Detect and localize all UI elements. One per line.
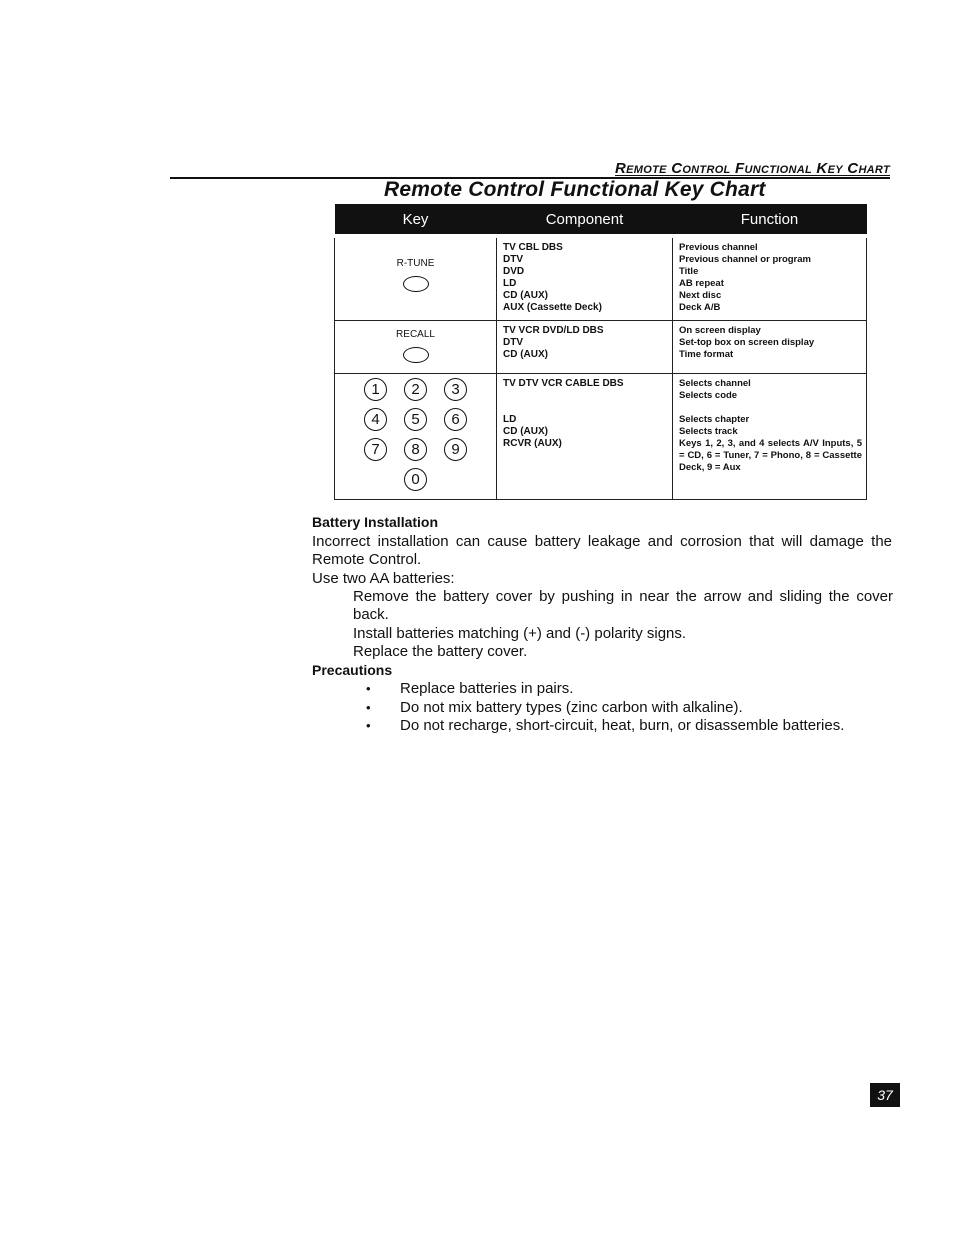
number-button-0: 0 bbox=[404, 468, 427, 491]
number-button-8: 8 bbox=[404, 438, 427, 461]
function-line: Previous channel or program bbox=[679, 254, 811, 265]
key-cell-rtune bbox=[335, 236, 497, 320]
component-line: TV DTV VCR CABLE DBS bbox=[503, 377, 624, 389]
function-line: Keys 1, 2, 3, and 4 selects A/V Inputs, 5 = CD, 6 = Tuner, 7 = Phono, 8 = Cassette Deck, 9 = Aux bbox=[679, 437, 862, 473]
function-line: Selects code bbox=[679, 389, 738, 401]
table-row bbox=[335, 236, 867, 320]
component-line: LD bbox=[503, 413, 517, 425]
component-line: DTV bbox=[503, 336, 523, 348]
number-button-4: 4 bbox=[364, 408, 387, 431]
oval-button-icon bbox=[403, 347, 429, 363]
function-line: Selects channel bbox=[679, 377, 751, 389]
component-line: CD (AUX) bbox=[503, 425, 548, 437]
table-row bbox=[335, 320, 867, 373]
function-line: Deck A/B bbox=[679, 302, 721, 313]
component-line: CD (AUX) bbox=[503, 348, 548, 360]
function-cell bbox=[673, 320, 867, 373]
battery-heading: Battery Installation bbox=[312, 514, 439, 530]
list-item: • Do not recharge, short-circuit, heat, burn, or disassemble batteries. bbox=[366, 717, 844, 736]
function-line: Next disc bbox=[679, 290, 722, 301]
page-title: Remote Control Functional Key Chart bbox=[384, 178, 766, 201]
number-button-1: 1 bbox=[364, 378, 387, 401]
number-button-5: 5 bbox=[404, 408, 427, 431]
battery-step-2: Install batteries matching (+) and (-) polarity signs. bbox=[353, 625, 687, 642]
component-line: DVD bbox=[503, 266, 525, 277]
function-line: On screen display bbox=[679, 324, 761, 336]
number-button-7: 7 bbox=[364, 438, 387, 461]
number-keypad bbox=[335, 374, 496, 491]
page-number: 37 bbox=[870, 1083, 900, 1107]
battery-intro: Incorrect installation can cause battery leakage and corrosion that will damage the Remote Control. bbox=[312, 533, 892, 568]
function-line: Selects track bbox=[679, 425, 738, 437]
component-line: TV CBL DBS bbox=[503, 242, 563, 253]
function-line: AB repeat bbox=[679, 278, 724, 289]
header-function: Function bbox=[673, 204, 867, 236]
component-line: LD bbox=[503, 278, 517, 289]
component-cell bbox=[497, 236, 673, 320]
oval-button-icon bbox=[403, 276, 429, 292]
running-head bbox=[615, 160, 890, 177]
component-cell bbox=[497, 320, 673, 373]
key-chart-table bbox=[334, 204, 867, 500]
function-cell bbox=[673, 373, 867, 499]
function-line: Title bbox=[679, 266, 699, 277]
list-item: • Do not mix battery types (zinc carbon with alkaline). bbox=[366, 699, 844, 718]
function-cell bbox=[673, 236, 867, 320]
component-line: TV VCR DVD/LD DBS bbox=[503, 324, 604, 336]
list-item: • Replace batteries in pairs. bbox=[366, 680, 844, 699]
battery-use: Use two AA batteries: bbox=[312, 570, 455, 587]
battery-step-1: Remove the battery cover by pushing in near the arrow and sliding the cover back. bbox=[353, 588, 893, 623]
running-head-text: Remote Control Functional Key Chart bbox=[614, 160, 890, 177]
number-button-9: 9 bbox=[444, 438, 467, 461]
function-line: Selects chapter bbox=[679, 413, 750, 425]
table-row bbox=[335, 373, 867, 499]
precautions-list bbox=[366, 680, 844, 736]
number-button-2: 2 bbox=[404, 378, 427, 401]
precautions-heading: Precautions bbox=[312, 662, 393, 678]
component-line: CD (AUX) bbox=[503, 290, 548, 301]
component-line: AUX (Cassette Deck) bbox=[503, 302, 602, 313]
function-line: Time format bbox=[679, 348, 734, 360]
battery-step-3: Replace the battery cover. bbox=[353, 643, 528, 660]
header-key: Key bbox=[335, 204, 497, 236]
table-header-row bbox=[335, 204, 867, 236]
component-cell bbox=[497, 373, 673, 499]
key-label-recall: RECALL bbox=[396, 328, 435, 340]
component-line: RCVR (AUX) bbox=[503, 437, 562, 449]
number-button-6: 6 bbox=[444, 408, 467, 431]
header-component: Component bbox=[497, 204, 673, 236]
key-cell-numbers bbox=[335, 373, 497, 499]
key-cell-recall bbox=[335, 320, 497, 373]
function-line: Previous channel bbox=[679, 242, 758, 253]
component-line: DTV bbox=[503, 254, 523, 265]
number-button-3: 3 bbox=[444, 378, 467, 401]
key-label-rtune: R-TUNE bbox=[396, 258, 435, 269]
function-line: Set-top box on screen display bbox=[679, 336, 815, 348]
